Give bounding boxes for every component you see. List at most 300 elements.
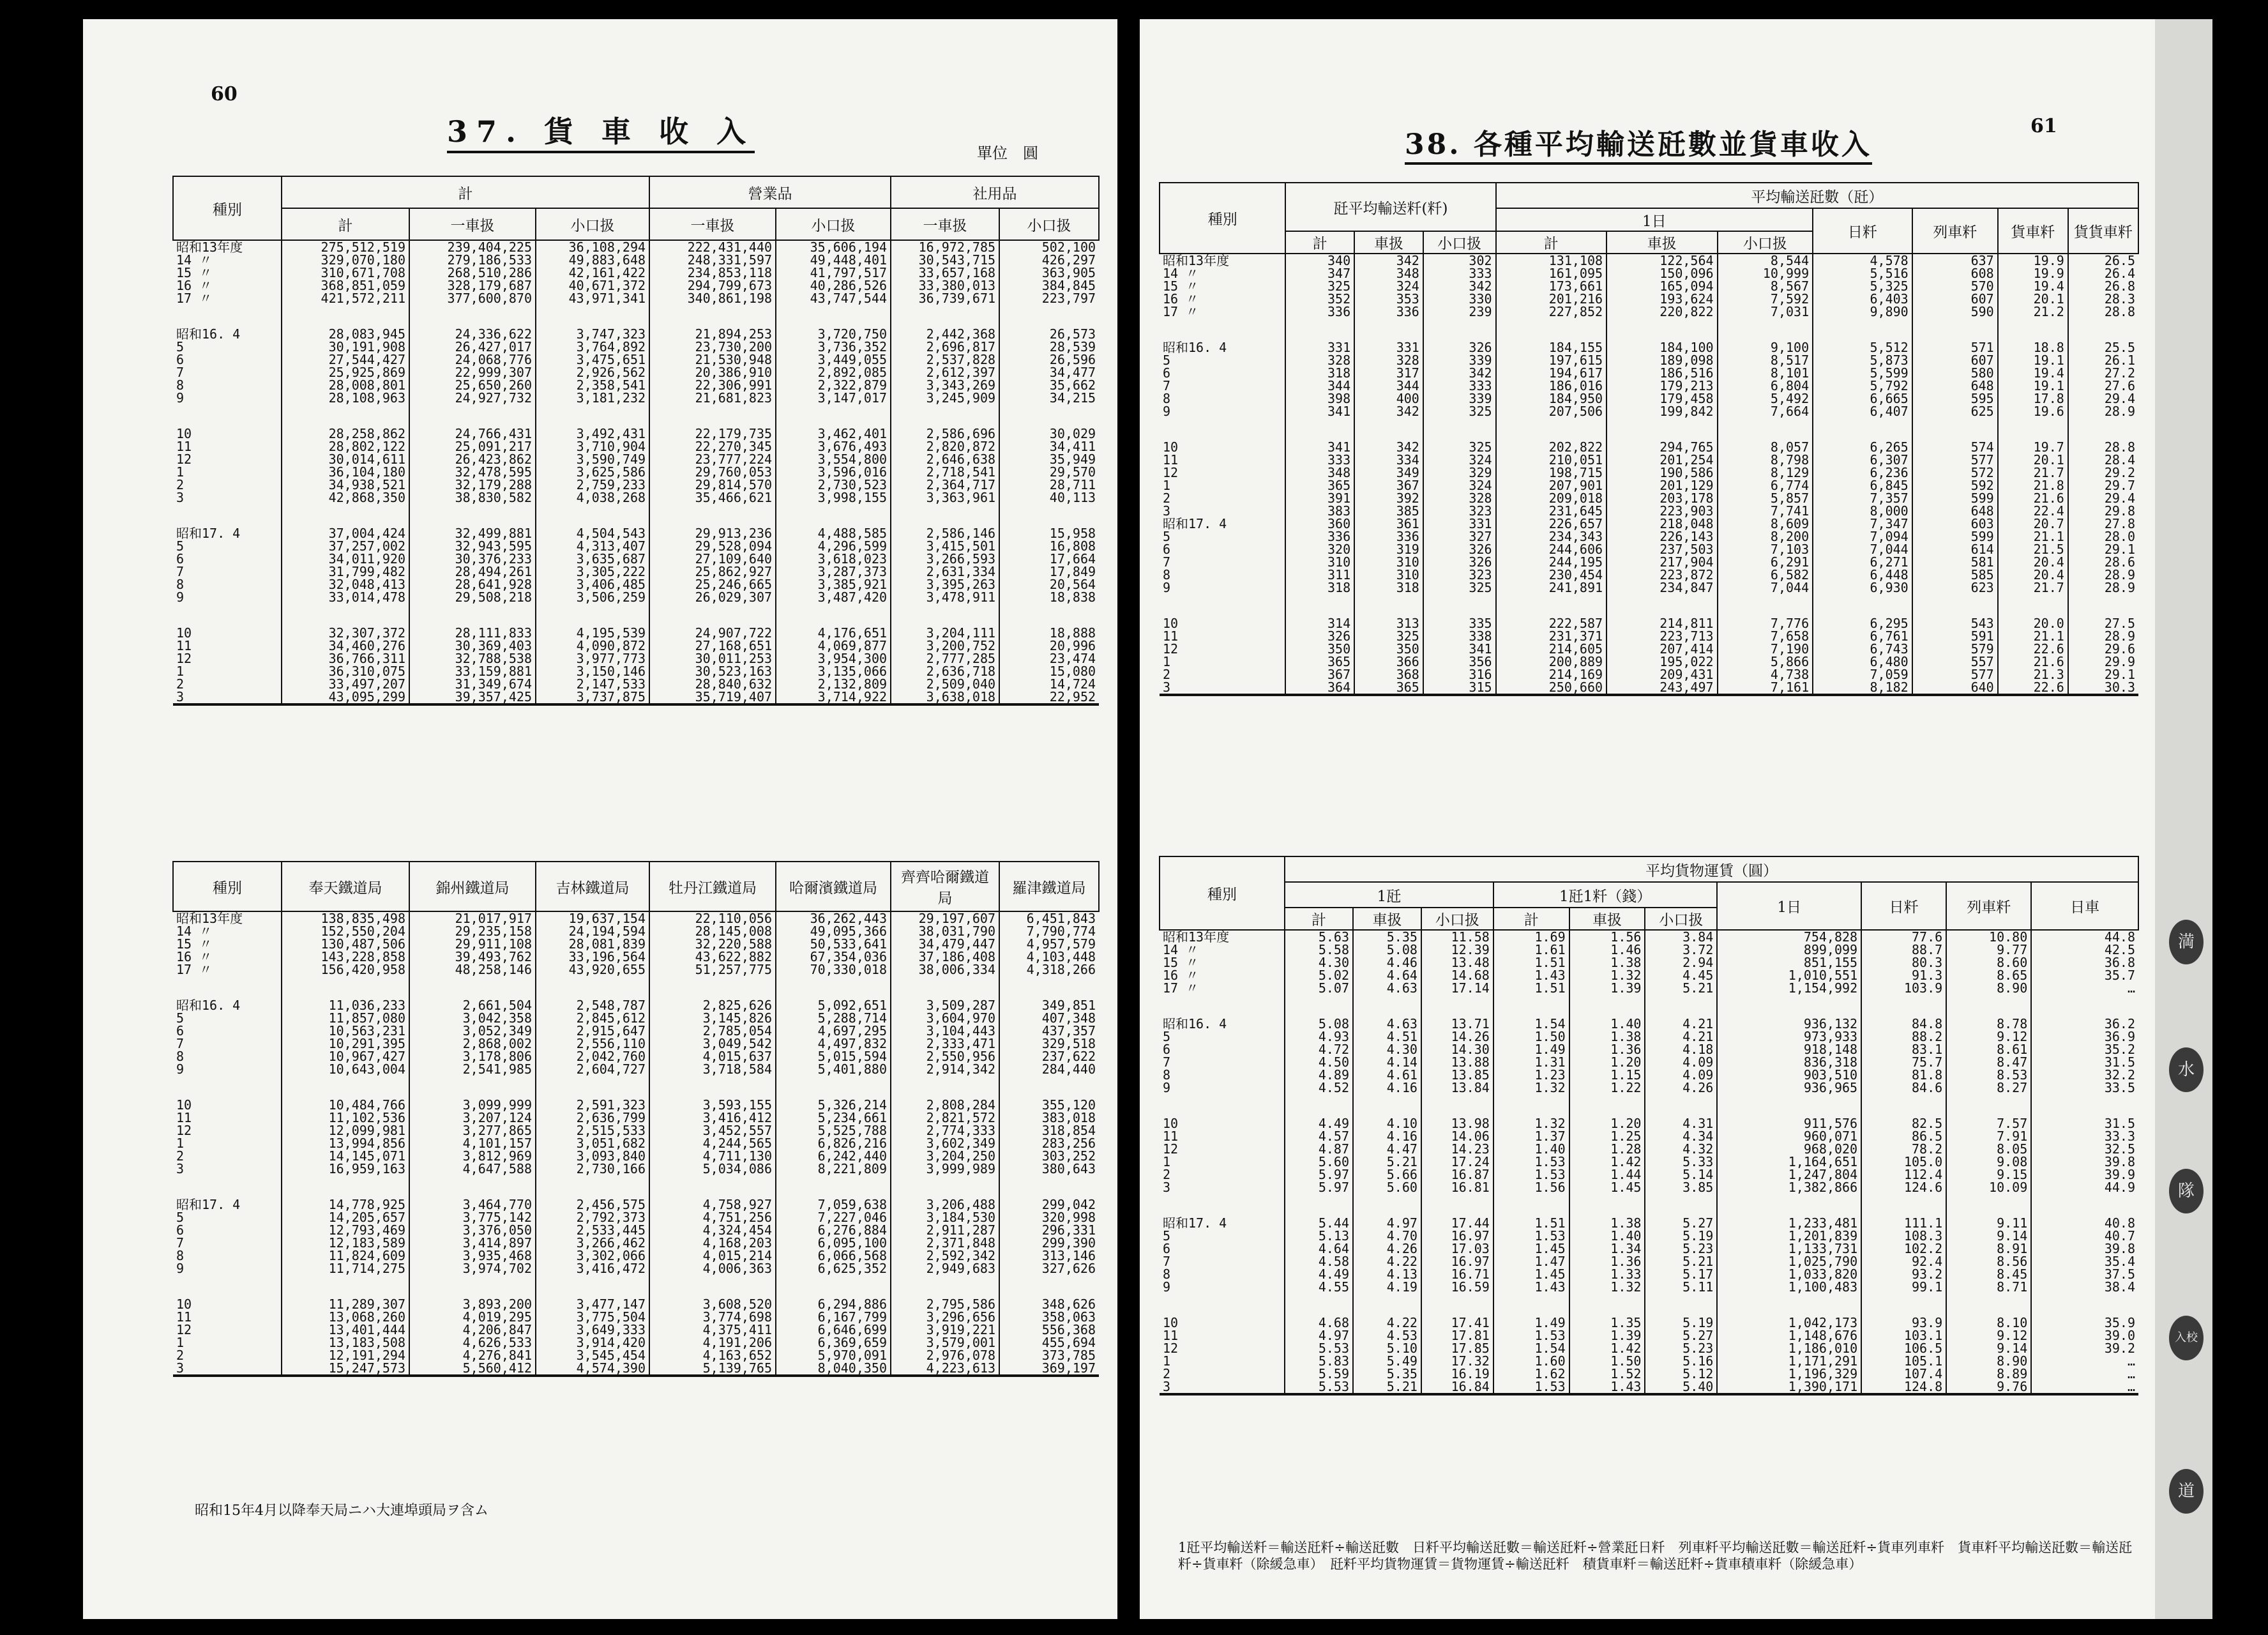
table-cell: 17,849 bbox=[999, 565, 1099, 578]
row-label: 8 bbox=[1163, 568, 1171, 581]
table-cell: 400 bbox=[1354, 392, 1423, 405]
table-cell: 3,977,773 bbox=[536, 652, 649, 665]
table-cell: 9.12 bbox=[1946, 1329, 2031, 1342]
table-cell: 3,579,001 bbox=[891, 1336, 999, 1349]
table-cell: 3,710,904 bbox=[536, 440, 649, 453]
table-cell: 29.9 bbox=[2068, 655, 2138, 668]
table-cell: 326 bbox=[1423, 556, 1496, 568]
sub-header: 貨車粁 bbox=[1998, 208, 2068, 254]
table-cell: 315 bbox=[1423, 681, 1496, 695]
table-cell: 2,892,085 bbox=[776, 366, 891, 379]
row-label: 12 bbox=[1163, 1342, 1179, 1355]
table-cell: 138,835,498 bbox=[282, 911, 409, 925]
left-page bbox=[83, 19, 1117, 1619]
table-cell: 318 bbox=[1285, 367, 1354, 379]
table-cell: 1,010,551 bbox=[1717, 969, 1861, 982]
table-cell: 19.4 bbox=[1998, 367, 2068, 379]
table-cell: 348 bbox=[1354, 267, 1423, 280]
table-cell: 4.55 bbox=[1285, 1281, 1353, 1293]
table-cell: 6,265 bbox=[1813, 441, 1912, 453]
table-cell: 19.6 bbox=[1998, 405, 2068, 418]
table-cell: 7,357 bbox=[1813, 492, 1912, 505]
table-cell: 234,343 bbox=[1496, 530, 1607, 543]
table-cell: 6,066,568 bbox=[776, 1249, 891, 1262]
row-label: 9 bbox=[1163, 581, 1171, 594]
table-cell: 1.43 bbox=[1493, 1281, 1569, 1293]
table-cell: 607 bbox=[1912, 354, 1998, 367]
table-cell: 4.51 bbox=[1353, 1030, 1421, 1043]
row-label: 16 〃 bbox=[1163, 293, 1199, 305]
table-cell: 344 bbox=[1354, 379, 1423, 392]
table-cell: 369,197 bbox=[999, 1362, 1099, 1376]
table-cell: 349 bbox=[1354, 466, 1423, 479]
table-cell: 32,499,881 bbox=[409, 527, 536, 540]
table-cell: 214,169 bbox=[1496, 668, 1607, 681]
table-cell bbox=[1423, 418, 1496, 441]
table-row bbox=[173, 1349, 1099, 1362]
table-cell: 16.81 bbox=[1421, 1181, 1493, 1194]
table-cell: 333 bbox=[1285, 453, 1354, 466]
table-cell: 3,051,682 bbox=[536, 1137, 649, 1150]
table-cell: 161,095 bbox=[1496, 267, 1607, 280]
table-cell: 173,661 bbox=[1496, 280, 1607, 293]
row-label: 8 bbox=[1163, 1268, 1171, 1281]
table-cell: 294,799,673 bbox=[649, 279, 776, 292]
table-cell bbox=[891, 1175, 999, 1198]
table-cell: 365 bbox=[1354, 681, 1423, 695]
table-cell: 29.1 bbox=[2068, 543, 2138, 556]
table-cell: 156,420,958 bbox=[282, 963, 409, 976]
table-cell: 186,016 bbox=[1496, 379, 1607, 392]
table-cell: 36.8 bbox=[2031, 956, 2138, 969]
row-label: 16 〃 bbox=[1163, 969, 1199, 982]
table-cell: 3,305,222 bbox=[536, 565, 649, 578]
table-cell: 1.52 bbox=[1569, 1367, 1645, 1380]
table-cell: 21.2 bbox=[1998, 305, 2068, 318]
table-cell: 13.88 bbox=[1421, 1056, 1493, 1068]
row-label: 2 bbox=[1163, 1168, 1171, 1181]
table-cell: 3,363,961 bbox=[891, 491, 999, 504]
table-cell: 368,851,059 bbox=[282, 279, 409, 292]
table-cell: 5.27 bbox=[1645, 1329, 1717, 1342]
table-cell: 3,506,259 bbox=[536, 591, 649, 604]
table-cell: 11,857,080 bbox=[282, 1012, 409, 1024]
table-cell: 8.71 bbox=[1946, 1281, 2031, 1293]
table-cell: 10,999 bbox=[1718, 267, 1813, 280]
row-label: 12 bbox=[176, 1323, 192, 1336]
table-title: 37. 貨 車 收 入 bbox=[447, 109, 755, 153]
table-cell: 16.71 bbox=[1421, 1268, 1493, 1281]
table-cell: 283,256 bbox=[999, 1137, 1099, 1150]
table-cell: 1,186,010 bbox=[1717, 1342, 1861, 1355]
table-cell: 329 bbox=[1423, 466, 1496, 479]
row-label: 12 bbox=[1163, 1143, 1179, 1155]
table-cell: 377,600,870 bbox=[409, 292, 536, 305]
table-cell: 437,357 bbox=[999, 1024, 1099, 1037]
table-cell: 38.4 bbox=[2031, 1281, 2138, 1293]
table-cell: 1.42 bbox=[1569, 1155, 1645, 1168]
table-cell: 3,914,420 bbox=[536, 1336, 649, 1349]
table-cell: 599 bbox=[1912, 530, 1998, 543]
table-cell: 2,949,683 bbox=[891, 1262, 999, 1275]
table-cell: 5,092,651 bbox=[776, 999, 891, 1012]
spacer-row bbox=[1160, 994, 2138, 1017]
header-bureau: 牡丹江鐵道局 bbox=[649, 862, 776, 911]
table-cell: 8,129 bbox=[1718, 466, 1813, 479]
table-cell: 202,822 bbox=[1496, 441, 1607, 453]
table-cell: 3,135,066 bbox=[776, 665, 891, 678]
table-cell: 3,998,155 bbox=[776, 491, 891, 504]
table-cell: 342 bbox=[1354, 254, 1423, 267]
table-cell: 336 bbox=[1354, 305, 1423, 318]
table-cell: 4.64 bbox=[1353, 969, 1421, 982]
table-row bbox=[173, 911, 1099, 925]
table-cell bbox=[1421, 1094, 1493, 1117]
table-cell bbox=[1421, 994, 1493, 1017]
table-row bbox=[173, 1050, 1099, 1063]
table-cell: 214,605 bbox=[1496, 643, 1607, 655]
table-cell: 8,544 bbox=[1718, 254, 1813, 267]
sub-header: 計 bbox=[1496, 231, 1607, 254]
table-row bbox=[173, 639, 1099, 652]
table-cell: 318 bbox=[1285, 581, 1354, 594]
table-cell: 8,200 bbox=[1718, 530, 1813, 543]
table-cell: 29,760,053 bbox=[649, 466, 776, 478]
table-cell: 14,205,657 bbox=[282, 1211, 409, 1224]
table-cell: 234,847 bbox=[1606, 581, 1718, 594]
table-cell: 2,533,445 bbox=[536, 1224, 649, 1236]
table-cell bbox=[1569, 1094, 1645, 1117]
table-cell: 4,223,613 bbox=[891, 1362, 999, 1376]
table-cell: 3,747,323 bbox=[536, 328, 649, 340]
table-cell: 5.08 bbox=[1353, 943, 1421, 956]
table-cell bbox=[1998, 594, 2068, 617]
table-cell bbox=[1423, 594, 1496, 617]
table-cell: 28,840,632 bbox=[649, 678, 776, 690]
table-cell: 502,100 bbox=[999, 240, 1099, 254]
table-cell: 339 bbox=[1423, 392, 1496, 405]
table-cell: 5.21 bbox=[1353, 1380, 1421, 1394]
table-cell: 27.5 bbox=[2068, 617, 2138, 630]
table-cell: 356 bbox=[1423, 655, 1496, 668]
table-cell: 77.6 bbox=[1861, 930, 1946, 943]
table-cell: 14.68 bbox=[1421, 969, 1493, 982]
table-cell: 21,530,948 bbox=[649, 353, 776, 366]
table-row bbox=[1160, 405, 2138, 418]
table-cell: 4.87 bbox=[1285, 1143, 1353, 1155]
table-cell: 342 bbox=[1423, 280, 1496, 293]
table-cell: 8,057 bbox=[1718, 441, 1813, 453]
table-cell: 40.8 bbox=[2031, 1217, 2138, 1229]
table-cell: 26,029,307 bbox=[649, 591, 776, 604]
table-cell bbox=[1998, 418, 2068, 441]
table-cell: 599 bbox=[1912, 492, 1998, 505]
table-cell: 3.85 bbox=[1645, 1181, 1717, 1194]
table-cell: 3,287,373 bbox=[776, 565, 891, 578]
table-cell bbox=[1645, 1194, 1717, 1217]
table-cell: 5,866 bbox=[1718, 655, 1813, 668]
table-cell: 9.08 bbox=[1946, 1155, 2031, 1168]
table-cell: 968,020 bbox=[1717, 1143, 1861, 1155]
sub-header: 日粁 bbox=[1861, 882, 1946, 930]
table-cell: 14,778,925 bbox=[282, 1198, 409, 1211]
table-cell: 8,798 bbox=[1718, 453, 1813, 466]
row-label: 14 〃 bbox=[1163, 943, 1199, 956]
table-cell: 7,044 bbox=[1718, 581, 1813, 594]
table-cell: 329,070,180 bbox=[282, 254, 409, 266]
table-row bbox=[173, 266, 1099, 279]
table-row bbox=[1160, 617, 2138, 630]
table-cell: 30,011,253 bbox=[649, 652, 776, 665]
table-cell: 4.22 bbox=[1353, 1316, 1421, 1329]
table-cell: 5.97 bbox=[1285, 1168, 1353, 1181]
row-label bbox=[1160, 418, 1285, 441]
table-cell: 325 bbox=[1423, 581, 1496, 594]
table-cell: 355,120 bbox=[999, 1099, 1099, 1111]
table-cell: 5,234,661 bbox=[776, 1111, 891, 1124]
row-label: 6 bbox=[1163, 543, 1171, 556]
table-cell: 1.45 bbox=[1493, 1242, 1569, 1255]
table-cell: 350 bbox=[1285, 643, 1354, 655]
table-cell: 21.8 bbox=[1998, 479, 2068, 492]
table-cell bbox=[536, 976, 649, 999]
row-label: 昭和13年度 bbox=[176, 911, 243, 925]
table-row bbox=[1160, 1181, 2138, 1194]
table-cell: 4,647,588 bbox=[409, 1162, 536, 1175]
table-cell: 5,492 bbox=[1718, 392, 1813, 405]
table-cell: 2,509,040 bbox=[891, 678, 999, 690]
table-cell: 17.14 bbox=[1421, 982, 1493, 994]
row-label: 16 〃 bbox=[176, 950, 213, 963]
table-cell bbox=[1813, 418, 1912, 441]
table-cell bbox=[1718, 418, 1813, 441]
row-label: 12 bbox=[176, 652, 192, 665]
table-cell: 33,657,168 bbox=[891, 266, 999, 279]
header-kind: 種別 bbox=[173, 176, 282, 240]
row-label: 10 bbox=[176, 627, 192, 639]
table-cell bbox=[1496, 318, 1607, 341]
table-cell: 5.83 bbox=[1285, 1355, 1353, 1367]
table-cell: 17.32 bbox=[1421, 1355, 1493, 1367]
table-cell bbox=[1493, 1293, 1569, 1316]
table-row bbox=[173, 999, 1099, 1012]
table-cell: 35.2 bbox=[2031, 1043, 2138, 1056]
table-cell: 11,102,536 bbox=[282, 1111, 409, 1124]
table-cell bbox=[649, 1076, 776, 1099]
table-cell: 39,493,762 bbox=[409, 950, 536, 963]
page-number: 61 bbox=[2030, 115, 2057, 137]
table-cell: 1.53 bbox=[1493, 1380, 1569, 1394]
table-cell bbox=[1606, 418, 1718, 441]
table-cell: 4,574,390 bbox=[536, 1362, 649, 1376]
table-cell: 303,252 bbox=[999, 1150, 1099, 1162]
table-cell: 179,213 bbox=[1606, 379, 1718, 392]
table-cell: 29,235,158 bbox=[409, 925, 536, 938]
table-cell: 28,145,008 bbox=[649, 925, 776, 938]
header-bureau: 吉林鐵道局 bbox=[536, 862, 649, 911]
table-cell bbox=[1861, 1293, 1946, 1316]
table-cell: 911,576 bbox=[1717, 1117, 1861, 1130]
table-row bbox=[1160, 1056, 2138, 1068]
table-cell: 25,650,260 bbox=[409, 379, 536, 392]
table-cell: 32,788,538 bbox=[409, 652, 536, 665]
table-cell: 3,919,221 bbox=[891, 1323, 999, 1336]
table-cell: 625 bbox=[1912, 405, 1998, 418]
table-cell: 2.94 bbox=[1645, 956, 1717, 969]
table-cell: 6,291 bbox=[1718, 556, 1813, 568]
table-cell: 30.3 bbox=[2068, 681, 2138, 695]
table-cell bbox=[1285, 318, 1354, 341]
table-cell: 349,851 bbox=[999, 999, 1099, 1012]
table-cell bbox=[1421, 1194, 1493, 1217]
table-cell: 4.47 bbox=[1353, 1143, 1421, 1155]
row-label: 10 bbox=[176, 427, 192, 440]
table-cell: 328,179,687 bbox=[409, 279, 536, 292]
table-cell: 4.22 bbox=[1353, 1255, 1421, 1268]
table-cell: 4.16 bbox=[1353, 1130, 1421, 1143]
table-cell: 299,042 bbox=[999, 1198, 1099, 1211]
table-cell: 222,431,440 bbox=[649, 240, 776, 254]
table-cell: 350 bbox=[1354, 643, 1423, 655]
table-cell: 13,994,856 bbox=[282, 1137, 409, 1150]
row-label: 5 bbox=[1163, 530, 1171, 543]
table-row bbox=[1160, 1316, 2138, 1329]
table-cell: 91.3 bbox=[1861, 969, 1946, 982]
table-cell: 2,515,533 bbox=[536, 1124, 649, 1137]
table-row bbox=[1160, 254, 2138, 267]
table-cell: 3,204,250 bbox=[891, 1150, 999, 1162]
table-cell: 5.14 bbox=[1645, 1168, 1717, 1181]
table-cell: 3,625,586 bbox=[536, 466, 649, 478]
table-cell: 9,100 bbox=[1718, 341, 1813, 354]
table-cell: 28.8 bbox=[2068, 305, 2138, 318]
table-cell: 200,889 bbox=[1496, 655, 1607, 668]
table-cell: 36,766,311 bbox=[282, 652, 409, 665]
table-cell bbox=[649, 604, 776, 627]
sub-header: 計 bbox=[1493, 908, 1569, 930]
table-cell: 15,080 bbox=[999, 665, 1099, 678]
table-cell: 2,042,760 bbox=[536, 1050, 649, 1063]
table-cell: 36.2 bbox=[2031, 1017, 2138, 1030]
table-cell: 6,271 bbox=[1813, 556, 1912, 568]
table-row bbox=[1160, 969, 2138, 982]
table-cell: 1.32 bbox=[1569, 969, 1645, 982]
table-cell bbox=[536, 1175, 649, 1198]
average-freight-rate-table bbox=[1159, 856, 2139, 1395]
table-row bbox=[1160, 441, 2138, 453]
table-cell bbox=[1493, 1194, 1569, 1217]
table-cell: 3,487,420 bbox=[776, 591, 891, 604]
table-cell: 590 bbox=[1912, 305, 1998, 318]
table-cell: 4,711,130 bbox=[649, 1150, 776, 1162]
table-cell: 1.23 bbox=[1493, 1068, 1569, 1081]
table-cell: 1.69 bbox=[1493, 930, 1569, 943]
table-cell: 336 bbox=[1285, 305, 1354, 318]
table-cell: 323 bbox=[1423, 505, 1496, 517]
table-cell bbox=[1645, 1293, 1717, 1316]
table-cell: 36,104,180 bbox=[282, 466, 409, 478]
table-cell: 1.45 bbox=[1493, 1268, 1569, 1281]
table-cell: 3,676,493 bbox=[776, 440, 891, 453]
table-row bbox=[173, 963, 1099, 976]
table-cell: 1.28 bbox=[1569, 1143, 1645, 1155]
table-cell: 16.87 bbox=[1421, 1168, 1493, 1181]
table-cell: 358,063 bbox=[999, 1311, 1099, 1323]
table-cell: 4,163,652 bbox=[649, 1349, 776, 1362]
sub-header: 日車 bbox=[2031, 882, 2138, 930]
table-cell: 4,019,295 bbox=[409, 1311, 536, 1323]
table-cell: 3,093,840 bbox=[536, 1150, 649, 1162]
table-row bbox=[1160, 1068, 2138, 1081]
table-cell: 13.84 bbox=[1421, 1081, 1493, 1094]
table-cell: 1.49 bbox=[1493, 1316, 1569, 1329]
table-cell: 341 bbox=[1285, 405, 1354, 418]
table-cell: 325 bbox=[1423, 405, 1496, 418]
row-label: 14 〃 bbox=[1163, 267, 1199, 280]
footnote: 昭和15年4月以降奉天局ニハ大連埠頭局ヲ含ム bbox=[195, 1503, 488, 1519]
table-cell: 209,431 bbox=[1606, 668, 1718, 681]
table-cell: 35,606,194 bbox=[776, 240, 891, 254]
table-cell: 373,785 bbox=[999, 1349, 1099, 1362]
row-label: 11 bbox=[1163, 453, 1179, 466]
table-cell: 28.9 bbox=[2068, 630, 2138, 643]
row-label: 10 bbox=[176, 1099, 192, 1111]
table-cell bbox=[1569, 1194, 1645, 1217]
row-label: 15 〃 bbox=[1163, 956, 1199, 969]
table-cell bbox=[1946, 1094, 2031, 1117]
table-cell: 197,615 bbox=[1496, 354, 1607, 367]
table-cell bbox=[1285, 594, 1354, 617]
table-cell: 2,604,727 bbox=[536, 1063, 649, 1076]
table-row bbox=[1160, 1043, 2138, 1056]
table-cell: 1.42 bbox=[1569, 1342, 1645, 1355]
table-cell: 7,044 bbox=[1813, 543, 1912, 556]
table-cell: 39.9 bbox=[2031, 1168, 2138, 1181]
row-label: 6 bbox=[1163, 1043, 1171, 1056]
row-label bbox=[173, 305, 282, 328]
table-cell: 12,191,294 bbox=[282, 1349, 409, 1362]
table-cell: 13.98 bbox=[1421, 1117, 1493, 1130]
table-cell: 296,331 bbox=[999, 1224, 1099, 1236]
table-cell: 26.8 bbox=[2068, 280, 2138, 293]
table-cell: 4.64 bbox=[1285, 1242, 1353, 1255]
spacer-row bbox=[1160, 1094, 2138, 1117]
table-row bbox=[1160, 341, 2138, 354]
table-cell: 361 bbox=[1354, 517, 1423, 530]
table-cell: 32,220,588 bbox=[649, 938, 776, 950]
sub-header: 一車扱 bbox=[649, 208, 776, 240]
table-cell: 21.5 bbox=[1998, 543, 2068, 556]
table-cell: 36,310,075 bbox=[282, 665, 409, 678]
table-cell: 6,826,216 bbox=[776, 1137, 891, 1150]
table-cell: 3,718,584 bbox=[649, 1063, 776, 1076]
row-label: 5 bbox=[1163, 1229, 1171, 1242]
sub-header: 計 bbox=[282, 208, 409, 240]
table-cell: 2,915,647 bbox=[536, 1024, 649, 1037]
table-cell: 5,970,091 bbox=[776, 1349, 891, 1362]
table-cell: 3,385,921 bbox=[776, 578, 891, 591]
table-cell: 3,545,454 bbox=[536, 1349, 649, 1362]
row-label: 3 bbox=[1163, 1181, 1171, 1194]
table-cell: 44.9 bbox=[2031, 1181, 2138, 1194]
table-row bbox=[1160, 305, 2138, 318]
table-cell: 5.53 bbox=[1285, 1342, 1353, 1355]
table-cell bbox=[282, 1175, 409, 1198]
table-cell bbox=[1912, 594, 1998, 617]
row-label: 5 bbox=[176, 340, 185, 353]
row-label: 11 bbox=[1163, 630, 1179, 643]
table-cell: 608 bbox=[1912, 267, 1998, 280]
